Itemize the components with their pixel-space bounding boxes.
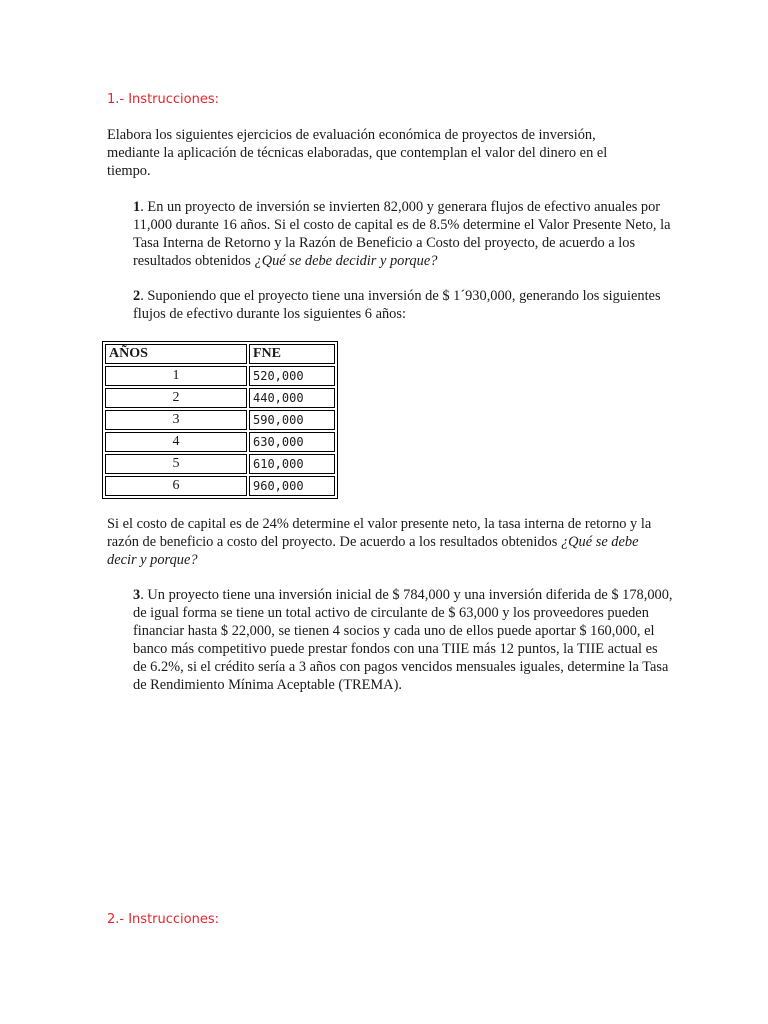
year-cell: 1 xyxy=(105,366,247,386)
fne-cell: 520,000 xyxy=(249,366,335,386)
table-row xyxy=(105,454,335,474)
closing-text: Si el costo de capital es de 24% determine el valor presente neto, la tasa interna de retorno y la razón de beneficio a costo del proyecto. De acuerdo a los resultados obtenidos xyxy=(107,516,652,550)
header-years: AÑOS xyxy=(105,344,247,364)
year-cell: 4 xyxy=(105,432,247,452)
cash-flow-table xyxy=(102,341,338,499)
table-row xyxy=(105,410,335,430)
fne-cell: 630,000 xyxy=(249,432,335,452)
exercise-2-closing xyxy=(107,515,667,569)
fne-cell: 610,000 xyxy=(249,454,335,474)
exercise-3-number: 3 xyxy=(133,587,141,603)
exercise-1-number: 1 xyxy=(133,199,141,215)
exercise-3-text: . Un proyecto tiene una inversión inicial de $ 784,000 y una inversión diferida de $ 178,000, de igual forma se tiene un total activo de circulante de $ 63,000 y los proveedores pueden financiar hasta $ 22,000, se tienen 4 socios y cada uno de ellos puede aportar $ 160,000, el banco más competitivo puede prestar fondos con una TIIE más 12 puntos, la TIIE actual es de 6.2%, si el crédito sería a 3 años con pagos vencidos mensuales iguales, determine la Tasa de Rendimiento Mínima Aceptable (TREMA). xyxy=(133,587,673,693)
exercise-2-text: . Suponiendo que el proyecto tiene una inversión de $ 1´930,000, generando los siguientes flujos de efectivo durante los siguientes 6 años: xyxy=(133,288,661,322)
fne-cell: 960,000 xyxy=(249,476,335,496)
year-cell: 3 xyxy=(105,410,247,430)
section-2-heading: 2.- Instrucciones: xyxy=(107,912,220,927)
exercise-1-text: . En un proyecto de inversión se invierten 82,000 y generara flujos de efectivo anuales por 11,000 durante 16 años. Si el costo de capital es de 8.5% determine el Valor Presente Neto, la Tasa Interna de Retorno y la Razón de Beneficio a Costo del proyecto, de acuerdo a los resultados obtenidos xyxy=(133,199,671,269)
table-header-row xyxy=(105,344,335,364)
table-row xyxy=(105,476,335,496)
year-cell: 5 xyxy=(105,454,247,474)
exercise-2 xyxy=(133,287,673,323)
section-1-heading: 1.- Instrucciones: xyxy=(107,92,220,107)
table-row xyxy=(105,388,335,408)
year-cell: 6 xyxy=(105,476,247,496)
fne-cell: 590,000 xyxy=(249,410,335,430)
exercise-2-number: 2 xyxy=(133,288,141,304)
intro-paragraph xyxy=(107,126,647,180)
exercise-3 xyxy=(133,586,673,694)
header-fne: FNE xyxy=(249,344,335,364)
exercise-1-question: ¿Qué se debe decidir y porque? xyxy=(254,253,438,269)
exercise-1 xyxy=(133,198,673,270)
closing-question: ¿Qué se debe decir y porque? xyxy=(107,534,639,568)
table-row xyxy=(105,432,335,452)
year-cell: 2 xyxy=(105,388,247,408)
fne-cell: 440,000 xyxy=(249,388,335,408)
table-row xyxy=(105,366,335,386)
intro-text: Elabora los siguientes ejercicios de evaluación económica de proyectos de inversión, mediante la aplicación de técnicas elaboradas, que contemplan el valor del dinero en el tiempo. xyxy=(107,127,608,179)
